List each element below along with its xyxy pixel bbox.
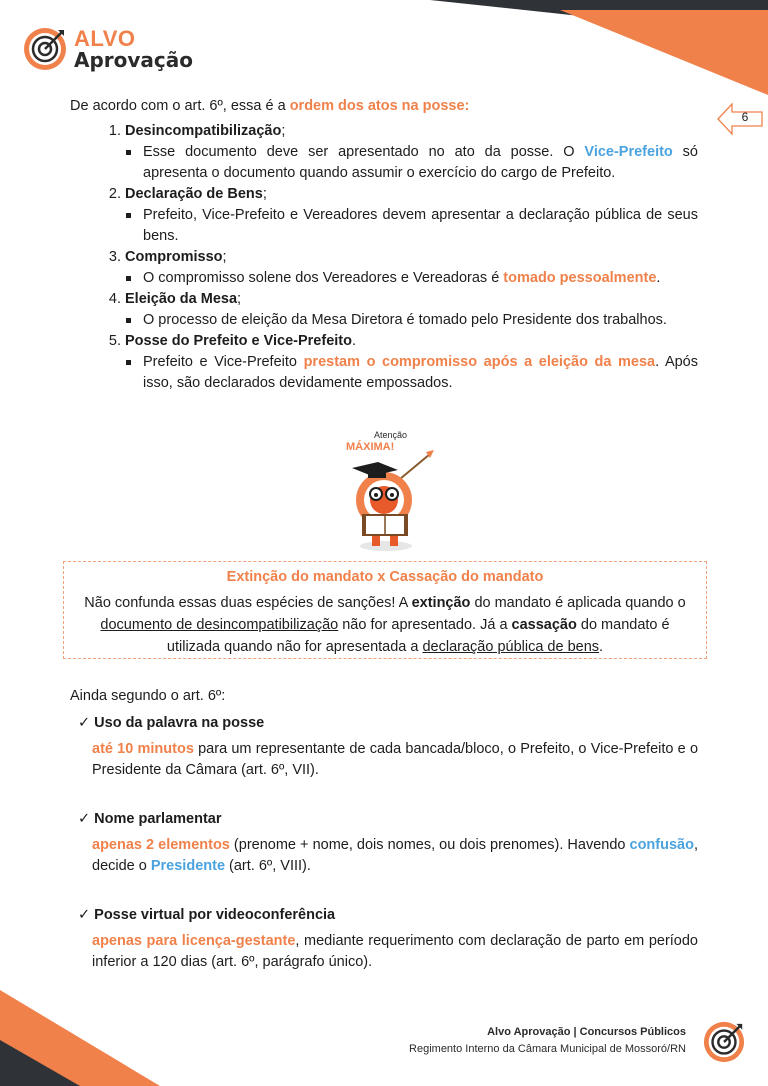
- list-item: [70, 809, 698, 877]
- page-number: 6: [741, 110, 749, 124]
- warning-box: [63, 561, 707, 659]
- act-suffix: ;: [237, 291, 242, 307]
- bullet-text-after: .: [656, 270, 661, 286]
- list-item: [70, 905, 698, 973]
- bullet-highlight: tomado pessoalmente: [503, 270, 657, 286]
- warning-title: Extinção do mandato x Cassação do mandato: [226, 569, 544, 585]
- page-number-badge: [716, 102, 764, 136]
- bullet-highlight: Vice-Prefeito: [584, 144, 673, 160]
- act-title: Declaração de Bens: [125, 186, 263, 202]
- warning-underline-doc: documento de desincompatibilização: [100, 617, 339, 633]
- item-heading: [78, 809, 698, 830]
- item-body: [92, 835, 698, 877]
- item-body: [92, 739, 698, 781]
- item-text: para um representante de cada bancada/bloco, o Prefeito, o Vice-Prefeito e o Presidente da Câmara (art. 6º, VII).: [92, 741, 699, 778]
- list-item: [125, 121, 698, 184]
- bullet-text: Esse documento deve ser apresentado no ato da posse. O: [143, 144, 585, 160]
- check-icon: ✓: [78, 715, 91, 731]
- bullet-text-after: só apresenta o documento quando assumir o exercício do cargo de Prefeito.: [143, 144, 698, 181]
- item-heading: [78, 713, 698, 734]
- logo-line1: ALVO: [74, 26, 136, 51]
- acts-section: [70, 96, 698, 394]
- item-title: Posse virtual por videoconferência: [94, 907, 336, 923]
- intro-highlight: ordem dos atos na posse:: [289, 98, 470, 114]
- act-title: Eleição da Mesa: [125, 291, 238, 307]
- bullet-text-after: . Após isso, são declarados devidamente empossados.: [143, 354, 698, 391]
- act-suffix: .: [351, 333, 357, 349]
- act-title: Compromisso: [125, 249, 223, 265]
- target-arrow-icon: [22, 26, 68, 72]
- bullet-text: Prefeito, Vice-Prefeito e Vereadores devem apresentar a declaração pública de seus bens.: [143, 207, 698, 244]
- list-item: [125, 331, 698, 394]
- list-item: [125, 184, 698, 247]
- mascot-label2: MÁXIMA!: [346, 441, 395, 453]
- bottom-left-decoration: [0, 990, 200, 1086]
- item-text: (art. 6º, VIII).: [225, 858, 311, 874]
- item-title: Uso da palavra na posse: [94, 715, 265, 731]
- list-item: [70, 713, 698, 781]
- section-intro: Ainda segundo o art. 6º:: [70, 688, 226, 704]
- item-body: [92, 931, 698, 973]
- act-bullet: [143, 268, 698, 289]
- item-heading: [78, 905, 698, 926]
- footer-line2: Regimento Interno da Câmara Municipal de Mossoró/RN: [409, 1043, 686, 1055]
- check-icon: ✓: [78, 811, 91, 827]
- acts-list: [70, 121, 698, 394]
- bullet-highlight: prestam o compromisso após a eleição da mesa: [303, 354, 656, 370]
- warning-bold-extincao: extinção: [411, 595, 471, 611]
- item-text: , mediante requerimento com declaração de parto em período inferior a 120 dias (art. 6º, parágrafo único).: [92, 933, 699, 970]
- act-bullet: [143, 205, 698, 247]
- item-text: (prenome + nome, dois nomes, ou dois prenomes). Havendo: [229, 837, 630, 853]
- footer: [409, 1024, 686, 1058]
- item-highlight-blue: Presidente: [150, 858, 226, 874]
- bullet-text: O processo de eleição da Mesa Diretora é tomado pelo Presidente dos trabalhos.: [143, 312, 667, 328]
- check-icon: ✓: [78, 907, 91, 923]
- act-suffix: ;: [222, 249, 227, 265]
- item-highlight: apenas para licença-gestante: [92, 933, 296, 949]
- warning-text-part: do mandato é aplicada quando o: [470, 595, 686, 611]
- intro-paragraph: [70, 96, 698, 117]
- footer-line1: Alvo Aprovação | Concursos Públicos: [487, 1026, 686, 1038]
- footer-target-icon: [702, 1020, 746, 1064]
- logo-line2: Aprovação: [74, 48, 194, 72]
- warning-text: [64, 588, 706, 658]
- item-highlight: apenas 2 elementos: [92, 837, 230, 853]
- act-bullet: [143, 352, 698, 394]
- bullet-text: O compromisso solene dos Vereadores e Vereadoras é: [143, 270, 504, 286]
- item-highlight: até 10 minutos: [92, 741, 194, 757]
- warning-text-part: do mandato é utilizada quando não for apresentada a: [166, 617, 670, 655]
- mascot-illustration: [338, 428, 434, 556]
- item-highlight-blue: confusão: [629, 837, 694, 853]
- act-suffix: ;: [262, 186, 267, 202]
- warning-underline-bens: declaração pública de bens: [422, 639, 600, 655]
- article-6-section: [70, 686, 698, 973]
- act-title: Posse do Prefeito e Vice-Prefeito: [125, 333, 352, 349]
- warning-text-part: Não confunda essas duas espécies de sanções! A: [84, 595, 412, 611]
- act-bullet: [143, 142, 698, 184]
- warning-text-part: .: [599, 639, 604, 655]
- act-suffix: ;: [281, 123, 286, 139]
- act-title: Desincompatibilização: [125, 123, 282, 139]
- item-title: Nome parlamentar: [94, 811, 222, 827]
- act-bullet: [143, 310, 698, 331]
- intro-text: De acordo com o art. 6º, essa é a: [70, 98, 290, 114]
- bullet-text: Prefeito e Vice-Prefeito: [143, 354, 304, 370]
- item-text: , decide o: [92, 837, 698, 874]
- list-item: [125, 289, 698, 331]
- warning-bold-cassacao: cassação: [511, 617, 577, 633]
- warning-text-part: não for apresentado. Já a: [338, 617, 512, 633]
- mascot-label1: Atenção: [374, 430, 408, 440]
- list-item: [125, 247, 698, 289]
- brand-logo: [22, 26, 193, 72]
